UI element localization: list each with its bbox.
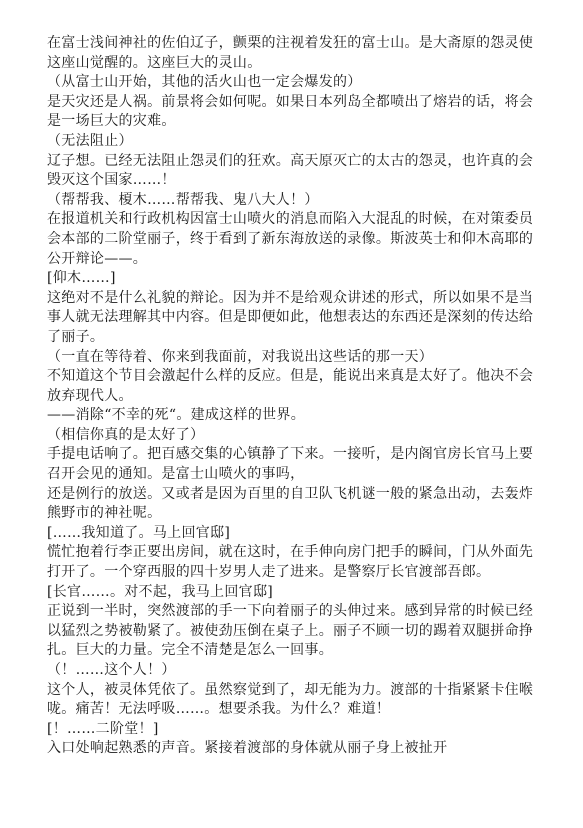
paragraph: （无法阻止） [47,132,133,149]
paragraph: 慌忙抱着行李正要出房间，就在这时，在手伸向房门把手的瞬间，门从外面先打开了。一个穿西服的四十岁男人走了进来。是警察厅长官渡部吾郎。 [47,544,534,581]
paragraph: 还是例行的放送。又或者是因为百里的自卫队飞机谜一般的紧急出动，去轰炸熊野市的神社呢。 [47,485,534,522]
paragraph: 入口处响起熟悉的声音。紧接着渡部的身体就从丽子身上被扯开 [47,740,448,757]
paragraph: 正说到一半时，突然渡部的手一下向着丽子的头伸过来。感到异常的时候已经以猛烈之势被勒紧了。被使劲压倒在桌子上。丽子不顾一切的踢着双腿拼命挣扎。巨大的力量。完全不清楚是怎么一回事。 [47,603,534,659]
paragraph: （一直在等待着、你来到我面前，对我说出这些话的那一天） [47,348,434,365]
paragraph: 不知道这个节目会激起什么样的反应。但是，能说出来真是太好了。他决不会放弃现代人。 [47,368,534,404]
paragraph: 在富士浅间神社的佐伯辽子，颤栗的注视着发狂的富士山。是大斋原的怨灵使这座山觉醒的。这座巨大的灵山。 [47,35,534,71]
paragraph: [！……二阶堂！] [47,720,159,737]
paragraph: （从富士山开始，其他的活火山也一定会爆发的） [47,74,362,91]
paragraph: 这绝对不是什么礼貌的辩论。因为并不是给观众讲述的形式，所以如果不是当事人就无法理解其中内容。但是即便如此，他想表达的东西还是深刻的传达给了丽子。 [47,289,534,345]
paragraph: 是天灾还是人祸。前景将会如何呢。如果日本列岛全都喷出了熔岩的话，将会是一场巨大的灾难。 [47,93,534,130]
paragraph: 手提电话响了。把百感交集的心镇静了下来。一接听，是内阁官房长官马上要召开会见的通知。是富士山喷火的事吗， [47,446,534,483]
paragraph: （帮帮我、榎木……帮帮我、鬼八大人！） [47,191,319,208]
paragraph: [长官……。对不起，我马上回官邸] [47,583,274,600]
paragraph: 这个人，被灵体凭依了。虽然察觉到了，却无能为力。渡部的十指紧紧卡住喉咙。痛苦！无法呼吸……。想要杀我。为什么？难道！ [47,681,534,718]
paragraph: （相信你真的是太好了） [47,426,205,443]
document-page [47,34,537,759]
paragraph: 辽子想。已经无法阻止怨灵们的狂欢。高天原灭亡的太古的怨灵，也许真的会毁灭这个国家……！ [47,152,534,189]
paragraph: （！……这个人！） [47,662,176,678]
paragraph: [仰木……] [47,270,116,287]
paragraph: [……我知道了。马上回官邸] [47,524,231,541]
paragraph: ——消除“不幸的死“。建成这样的世界。 [47,407,306,424]
paragraph: 在报道机关和行政机构因富士山喷火的消息而陷入大混乱的时候，在对策委员会本部的二阶堂丽子，终于看到了新东海放送的录像。斯波英士和仰木高耶的公开辩论——。 [47,211,534,267]
